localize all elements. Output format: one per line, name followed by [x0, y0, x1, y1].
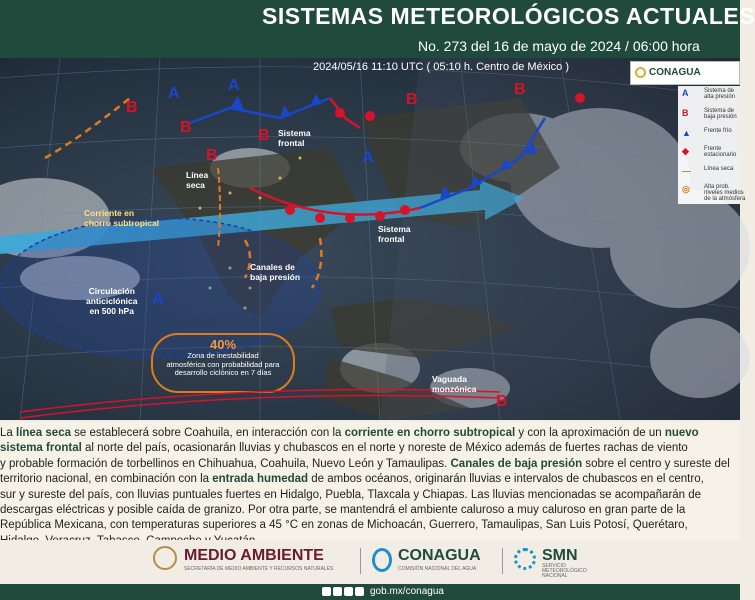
mexico-seal-icon: [153, 546, 177, 570]
conagua-drop-icon: [372, 548, 392, 572]
highlighted-term: sistema frontal: [0, 442, 82, 455]
label-circulacion-anticiclonica: Circulación anticiclónica en 500 hPa: [86, 286, 138, 316]
instagram-icon[interactable]: [344, 587, 353, 596]
svg-text:B: B: [496, 393, 508, 410]
low-pressure-marker: B: [126, 99, 138, 116]
label-sistema-frontal-2: Sistema frontal: [378, 224, 411, 244]
label-zona-inestabilidad: 40% Zona de inestabilidad atmosférica con probabilidad para desarrollo ciclónico en 7 días: [158, 338, 288, 378]
forecast-text-segment: de ambos océanos, originarán lluvias e intervalos de chubascos en el centro,: [308, 473, 704, 486]
conagua-logo: CONAGUA: [630, 61, 740, 85]
forecast-text: [0, 422, 740, 540]
youtube-icon[interactable]: [355, 587, 364, 596]
svg-text:A: A: [152, 291, 164, 308]
medio-ambiente-logo: MEDIO AMBIENTE: [184, 547, 324, 564]
weather-map: [0, 58, 746, 420]
forecast-text-segment: y probable formación de torbellinos en Chihuahua, Coahuila, Nuevo León y Tamaulipas.: [0, 457, 451, 470]
highlighted-term: Canales de baja presión: [450, 457, 583, 470]
forecast-line: [0, 488, 740, 503]
facebook-icon[interactable]: [322, 587, 331, 596]
forecast-text-segment: sur y sureste del país, con lluvias puntuales fuertes en Hidalgo, Puebla, Tlaxcala y Chiapas. Las lluvias mencionadas se acompañarán de: [0, 488, 702, 501]
label-vaguada-monzonica: Vaguada monzónica: [432, 374, 477, 394]
highlighted-term: corriente en chorro subtropical: [344, 427, 516, 439]
legend-item: — Línea seca: [682, 166, 734, 176]
legend-item: ▲ Frente frío: [682, 128, 732, 138]
conagua-swirl-icon: [635, 67, 646, 78]
forecast-paragraph: [0, 422, 740, 549]
legend-item: ◆ Frente estacionario: [682, 146, 737, 158]
forecast-text-segment: República Mexicana, con temperaturas superiores a 45 °C en zonas de Michoacán, Guerrero, Tamaulipas, San Luis Potosí, Querétaro,: [0, 519, 688, 532]
legend-item: A Sistema de alta presión: [682, 88, 736, 100]
footer-logos: MEDIO AMBIENTE SECRETARÍA DE MEDIO AMBIENTE Y RECURSOS NATURALES CONAGUA COMISIÓN NACIONAL DEL AGUA SMN SERVICIO METEOROLÓGICO NACIONAL: [0, 540, 740, 600]
bulletin-number: No. 273 del 16 de mayo de 2024 / 06:00 hora: [418, 38, 700, 54]
forecast-text-segment: al norte del país, ocasionarán lluvias y chubascos en el norte y noreste de México además de fuertes rachas de viento: [81, 442, 688, 455]
label-linea-seca: Línea seca: [186, 170, 209, 190]
svg-text:A: A: [362, 149, 374, 166]
forecast-text-segment: se establecerá sobre Coahuila, en interacción con la: [70, 427, 345, 439]
svg-text:B: B: [258, 127, 270, 144]
bottom-bar: [0, 584, 740, 600]
x-icon[interactable]: [333, 587, 342, 596]
smn-gear-icon: [514, 548, 536, 570]
divider: [360, 548, 361, 574]
conagua-footer-logo: CONAGUA: [398, 547, 481, 564]
divider: [502, 548, 503, 574]
high-pressure-marker: A: [168, 85, 180, 102]
legend-item: ◎ Alta prob. niveles medios de la atmósfera: [682, 184, 746, 202]
svg-text:B: B: [206, 147, 218, 164]
forecast-text-segment: y con la aproximación de un: [515, 427, 665, 439]
svg-text:B: B: [406, 91, 418, 108]
svg-text:B: B: [180, 119, 192, 136]
forecast-line: [0, 441, 740, 456]
image-timestamp: 2024/05/16 11:10 UTC ( 05:10 h. Centro de México ): [313, 61, 569, 73]
forecast-line: [0, 457, 740, 472]
anticyclonic-circulation: [0, 218, 320, 358]
legend-item: B Sistema de baja presión: [682, 108, 737, 120]
smn-logo: SMN: [542, 547, 578, 564]
svg-text:B: B: [514, 81, 526, 98]
header-bar: [0, 0, 755, 58]
highlighted-term: nuevo: [664, 427, 699, 439]
forecast-text-segment: sobre el centro y sureste del: [582, 457, 730, 470]
label-corriente-chorro: Corriente en chorro subtropical: [84, 208, 160, 228]
highlighted-term: línea seca: [16, 427, 71, 439]
highlighted-term: entrada humedad: [212, 473, 309, 486]
label-sistema-frontal-1: Sistema frontal: [278, 128, 311, 148]
page-title: SISTEMAS METEOROLÓGICOS ACTUALES: [262, 3, 755, 29]
website-link[interactable]: gob.mx/conagua: [370, 586, 444, 597]
forecast-line: [0, 472, 740, 487]
forecast-line: [0, 422, 740, 441]
map-legend: [678, 86, 746, 204]
zona-probability: 40%: [209, 337, 237, 352]
label-canales-baja-presion: Canales de baja presión: [250, 262, 301, 282]
forecast-text-segment: descargas eléctricas y posible caída de granizo. Por otra parte, se mantendrá el ambiente caluroso a muy caluroso en gran parte de la: [0, 504, 686, 517]
forecast-line: [0, 503, 740, 518]
forecast-line: [0, 518, 740, 533]
forecast-text-segment: territorio nacional, en combinación con la: [0, 473, 213, 486]
satellite-image: [0, 58, 746, 420]
svg-text:A: A: [228, 77, 240, 94]
forecast-text-segment: La: [0, 427, 16, 439]
